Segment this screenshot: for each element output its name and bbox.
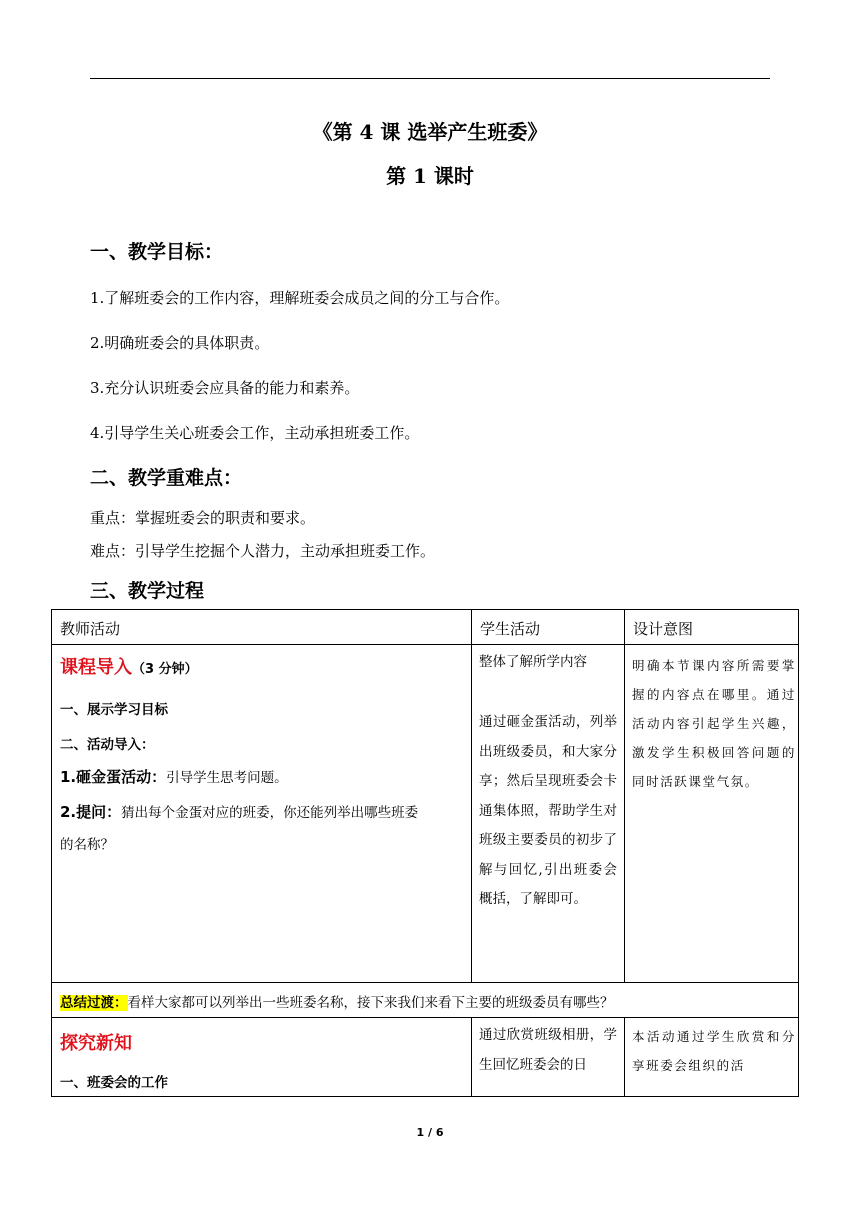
section-heading-key-points: 二、教学重难点： xyxy=(90,467,243,489)
summary-label: 总结过渡： xyxy=(60,995,128,1011)
summary-row xyxy=(60,991,614,1011)
teacher-line: 二、活动导入： xyxy=(60,737,155,753)
table-col-divider xyxy=(624,1017,625,1097)
student-text: 通过砸金蛋活动，列举出班级委员，和大家分享；然后呈现班委会卡通集体照，帮助学生对班级主要委员的初步了解与回忆,引出班委会概括，了解即可。 xyxy=(479,714,617,907)
design-text: 本活动通过学生欣赏和分享班委会组织的活 xyxy=(632,1029,796,1073)
section-title-explore: 探究新知 xyxy=(60,1033,132,1054)
teacher-activity-continuation: 的名称？ xyxy=(60,837,114,853)
table-row-divider xyxy=(52,1017,798,1018)
activity-label: 1.砸金蛋活动： xyxy=(60,768,167,786)
section-heading-process: 三、教学过程 xyxy=(90,580,205,602)
column-header-student: 学生活动 xyxy=(480,620,541,638)
objective-item: 4.引导学生关心班委会工作，主动承担班委工作。 xyxy=(90,424,420,442)
section-title-intro: 课程导入 xyxy=(60,657,132,678)
header-rule xyxy=(90,78,770,79)
student-text: 整体了解所学内容 xyxy=(479,654,587,670)
objective-item: 2.明确班委会的具体职责。 xyxy=(90,334,270,352)
teacher-line: 一、展示学习目标 xyxy=(60,702,168,718)
activity-text: 猜出每个金蛋对应的班委，你还能列举出哪些班委 xyxy=(121,805,419,821)
activity-text: 引导学生思考问题。 xyxy=(166,770,288,786)
table-col-divider xyxy=(624,610,625,982)
summary-text: 看样大家都可以列举出一些班委名称，接下来我们来看下主要的班级委员有哪些？ xyxy=(127,995,614,1011)
lesson-process-table xyxy=(51,609,799,1097)
objective-item: 1.了解班委会的工作内容，理解班委会成员之间的分工与合作。 xyxy=(90,289,510,307)
key-point-item: 重点：掌握班委会的职责和要求。 xyxy=(90,509,316,527)
teacher-line: 一、班委会的工作 xyxy=(60,1075,168,1091)
table-row-divider xyxy=(52,982,798,983)
column-header-teacher: 教师活动 xyxy=(60,620,121,638)
design-text: 明确本节课内容所需要掌握的内容点在哪里。通过活动内容引起学生兴趣，激发学生积极回答问题的同时活跃课堂气氛。 xyxy=(632,658,796,789)
teacher-cell-intro xyxy=(60,653,198,679)
student-text: 通过欣赏班级相册，学生回忆班委会的日 xyxy=(479,1027,617,1073)
activity-label: 2.提问： xyxy=(60,803,122,821)
table-col-divider xyxy=(471,1017,472,1097)
page-number: 1 / 6 xyxy=(416,1126,444,1139)
key-point-item: 难点：引导学生挖掘个人潜力，主动承担班委工作。 xyxy=(90,542,436,560)
section-heading-objectives: 一、教学目标： xyxy=(90,241,224,263)
table-row-divider xyxy=(52,644,798,645)
teacher-activity-item xyxy=(60,801,418,822)
column-header-design: 设计意图 xyxy=(633,620,694,638)
document-subtitle: 第 1 课时 xyxy=(386,164,474,188)
document-title: 《第 4 课 选举产生班委》 xyxy=(312,120,548,144)
teacher-activity-item xyxy=(60,766,288,787)
objective-item: 3.充分认识班委会应具备的能力和素养。 xyxy=(90,379,360,397)
section-time: （3 分钟） xyxy=(132,662,198,677)
table-col-divider xyxy=(471,610,472,982)
